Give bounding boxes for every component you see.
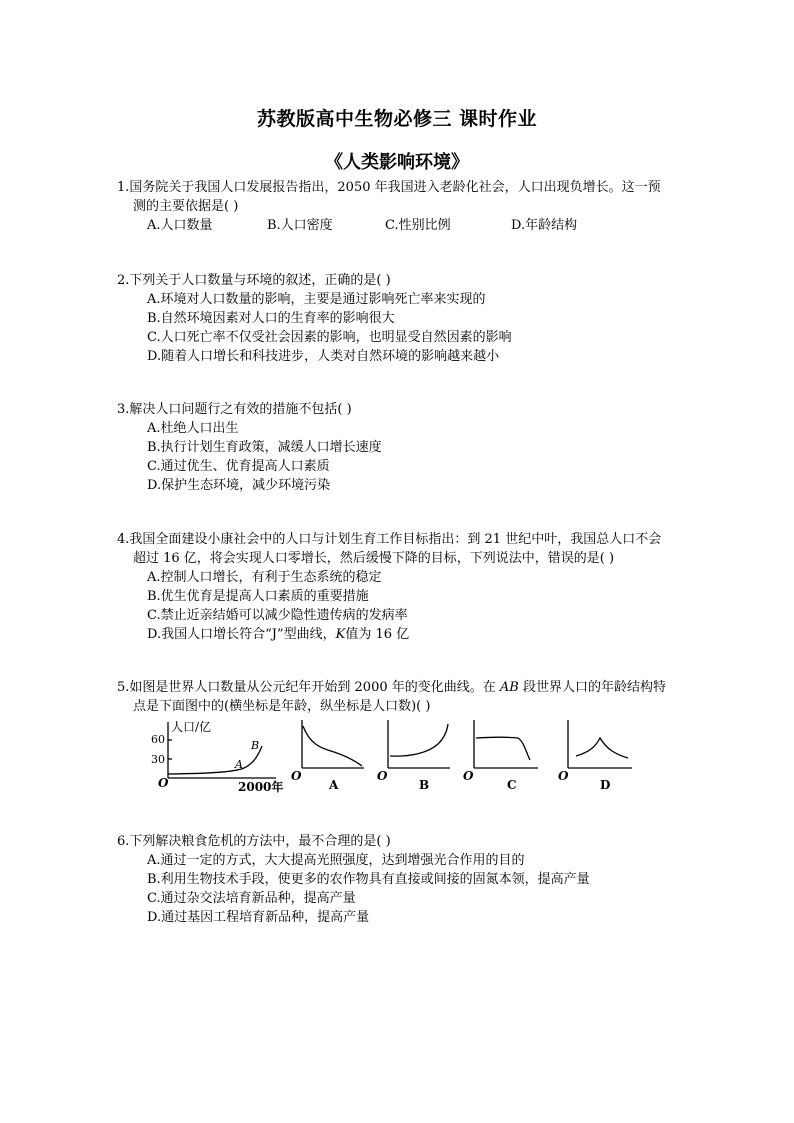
age-graph-d-curve (576, 738, 628, 758)
age-graph-c-curve (476, 737, 530, 760)
question-4-option-d-var: K (335, 627, 346, 642)
question-6-stem: 6.下列解决粮食危机的方法中，最不合理的是( ) (117, 834, 391, 849)
question-6 (117, 832, 707, 927)
population-graph-xlabel: 2000年 (238, 780, 284, 794)
question-3-option-b: B.执行计划生育政策，减缓人口增长速度 (147, 440, 382, 455)
question-4-option-a: A.控制人口增长，有利于生态系统的稳定 (147, 570, 382, 585)
question-2-stem: 2.下列关于人口数量与环境的叙述，正确的是( ) (117, 273, 391, 288)
question-5-stem-post: 段世界人口的年龄结构特 (518, 680, 666, 695)
age-graph-a-label: A (329, 778, 339, 792)
age-graph-a-origin: O (291, 769, 302, 783)
age-graph-c-origin: O (463, 769, 474, 783)
question-2 (117, 271, 707, 366)
question-5-stem-pre: 5.如图是世界人口数量从公元纪年开始到 2000 年的变化曲线。在 (117, 680, 500, 695)
question-5 (117, 678, 707, 716)
question-5-stem-var: AB (499, 680, 519, 695)
age-graph-c-label: C (507, 778, 517, 792)
question-3 (117, 400, 707, 495)
age-graph-c (474, 720, 538, 768)
age-graph-d-origin: O (558, 769, 569, 783)
question-3-stem: 3.解决人口问题行之有效的措施不包括( ) (117, 402, 352, 417)
age-graph-b-curve (390, 724, 448, 756)
question-4-option-d-post: 值为 16 亿 (345, 627, 410, 642)
population-curve (168, 746, 262, 774)
question-4 (117, 530, 707, 644)
question-1-option-d: D.年龄结构 (511, 218, 578, 233)
question-3-option-d: D.保护生态环境，减少环境污染 (147, 478, 331, 493)
question-1 (117, 178, 707, 235)
question-1-stem-line1: 1.国务院关于我国人口发展报告指出，2050 年我国进入老龄化社会，人口出现负增长。这一预 (117, 180, 661, 195)
age-graph-b (388, 720, 450, 768)
age-graph-b-label: B (419, 778, 430, 792)
question-1-options (117, 216, 707, 235)
age-graph-a-curve (303, 726, 362, 766)
population-graph-tick-30: 30 (151, 753, 165, 766)
population-graph-ylabel: 人口/亿 (171, 720, 212, 734)
question-5-figure (140, 716, 660, 798)
question-1-stem-line2: 测的主要依据是( ) (133, 199, 239, 214)
question-2-option-d: D.随着人口增长和科技进步，人类对自然环境的影响越来越小 (147, 349, 500, 364)
question-6-option-c: C.通过杂交法培育新品种，提高产量 (147, 891, 356, 906)
question-5-stem-line1 (117, 678, 707, 697)
question-3-option-a: A.杜绝人口出生 (147, 421, 239, 436)
population-graph-tick-60: 60 (151, 733, 165, 746)
question-4-option-b: B.优生优育是提高人口素质的重要措施 (147, 589, 369, 604)
question-3-option-c: C.通过优生、优育提高人口素质 (147, 459, 330, 474)
question-1-option-b: B.人口密度 (267, 218, 333, 233)
question-4-option-d-pre: D.我国人口增长符合“J”型曲线， (147, 627, 336, 642)
page-title: 苏教版高中生物必修三 课时作业 (256, 108, 538, 130)
age-graph-a (302, 720, 364, 768)
age-graph-d (568, 720, 632, 768)
question-1-option-a: A.人口数量 (147, 218, 213, 233)
question-2-option-c: C.人口死亡率不仅受社会因素的影响，也明显受自然因素的影响 (147, 330, 512, 345)
question-5-stem-line2: 点是下面图中的(横坐标是年龄，纵坐标是人口数)( ) (133, 699, 431, 714)
population-graph-point-a: A (235, 758, 243, 771)
page-subtitle: 《人类影响环境》 (325, 152, 469, 173)
question-6-option-a: A.通过一定的方式，大大提高光照强度，达到增强光合作用的目的 (147, 853, 525, 868)
age-graph-b-origin: O (377, 769, 388, 783)
question-6-option-d: D.通过基因工程培育新品种，提高产量 (147, 910, 370, 925)
question-2-option-b: B.自然环境因素对人口的生育率的影响很大 (147, 311, 395, 326)
population-graph-origin: O (158, 776, 169, 790)
question-4-stem-line1: 4.我国全面建设小康社会中的人口与计划生育工作目标指出：到 21 世纪中叶，我国总人口不会 (117, 532, 662, 547)
question-6-option-b: B.利用生物技术手段，使更多的农作物具有直接或间接的固氮本领，提高产量 (147, 872, 590, 887)
question-2-option-a: A.环境对人口数量的影响，主要是通过影响死亡率来实现的 (147, 292, 486, 307)
question-4-option-c: C.禁止近亲结婚可以减少隐性遗传病的发病率 (147, 608, 408, 623)
age-graph-d-label: D (600, 778, 611, 792)
question-1-option-c: C.性别比例 (385, 218, 451, 233)
question-4-option-d (117, 625, 707, 644)
population-graph-point-b: B (251, 739, 260, 752)
question-4-stem-line2: 超过 16 亿，将会实现人口零增长，然后缓慢下降的目标，下列说法中，错误的是( ) (133, 551, 615, 566)
